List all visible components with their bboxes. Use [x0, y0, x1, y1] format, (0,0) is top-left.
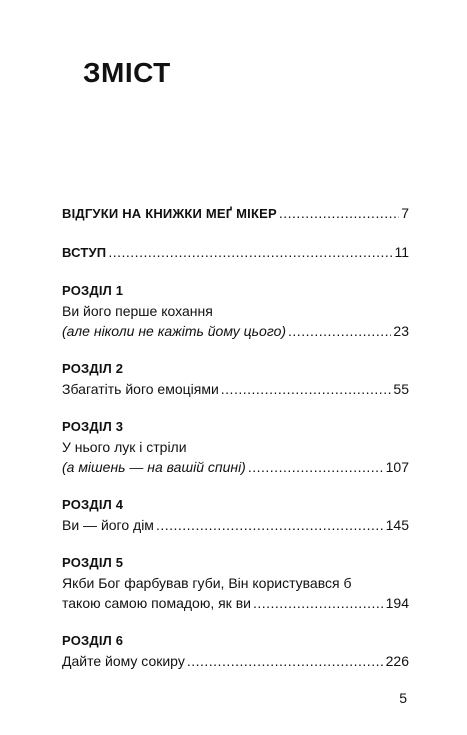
chapter-title: Дайте йому сокиру [62, 653, 185, 669]
toc-entry-chapter-2[interactable] [62, 359, 409, 399]
toc-row [62, 515, 409, 535]
toc-entry-chapter-3[interactable] [62, 417, 409, 477]
dot-leader [248, 457, 384, 477]
toc-page-number: 55 [393, 381, 409, 397]
toc-page-number: 107 [385, 459, 409, 475]
toc-row [62, 379, 409, 399]
dot-leader [288, 321, 391, 341]
toc-entry-intro[interactable] [62, 242, 409, 263]
toc-page-number: 226 [385, 653, 409, 669]
toc-entry-chapter-6[interactable] [62, 631, 409, 671]
dot-leader [187, 651, 384, 671]
toc-row [62, 321, 409, 341]
toc-row [62, 457, 409, 477]
chapter-title: Ви — його дім [62, 517, 154, 533]
toc-page-number: 145 [385, 517, 409, 533]
chapter-label: РОЗДІЛ 3 [62, 419, 124, 434]
toc-row [62, 593, 409, 613]
table-of-contents [62, 203, 409, 671]
toc-entry-chapter-5[interactable] [62, 553, 409, 613]
dot-leader [253, 593, 384, 613]
chapter-title: Ви його перше кохання [62, 303, 213, 319]
chapter-label: РОЗДІЛ 1 [62, 283, 124, 298]
chapter-title: Збагатіть його емоціями [62, 381, 219, 397]
page-title: ЗМІСТ [83, 57, 171, 88]
toc-page-number: 7 [401, 205, 409, 221]
chapter-title: У нього лук і стріли [62, 439, 187, 455]
chapter-label: РОЗДІЛ 5 [62, 555, 124, 570]
chapter-title: Якби Бог фарбував губи, Він користувався б [62, 575, 352, 591]
chapter-subtitle: (а мішень — на вашій спині) [62, 459, 246, 475]
toc-page-number: 23 [393, 323, 409, 339]
toc-entry-reviews[interactable] [62, 203, 409, 224]
page-number: 5 [399, 690, 407, 706]
toc-page-number: 194 [385, 595, 409, 611]
dot-leader [221, 379, 392, 399]
toc-row [62, 651, 409, 671]
dot-leader [156, 515, 384, 535]
toc-row [62, 242, 409, 263]
toc-entry-label: ВСТУП [62, 245, 107, 260]
toc-page-number: 11 [394, 244, 409, 260]
chapter-title-continued: такою самою помадою, як ви [62, 595, 251, 611]
chapter-subtitle: (але ніколи не кажіть йому цього) [62, 323, 287, 339]
chapter-label: РОЗДІЛ 2 [62, 361, 124, 376]
chapter-label: РОЗДІЛ 6 [62, 633, 124, 648]
dot-leader [279, 203, 399, 223]
toc-entry-chapter-4[interactable] [62, 495, 409, 535]
toc-entry-chapter-1[interactable] [62, 281, 409, 341]
chapter-label: РОЗДІЛ 4 [62, 497, 124, 512]
toc-entry-label: ВІДГУКИ НА КНИЖКИ МЕҐ МІКЕР [62, 206, 277, 221]
toc-row [62, 203, 409, 224]
dot-leader [108, 242, 392, 262]
